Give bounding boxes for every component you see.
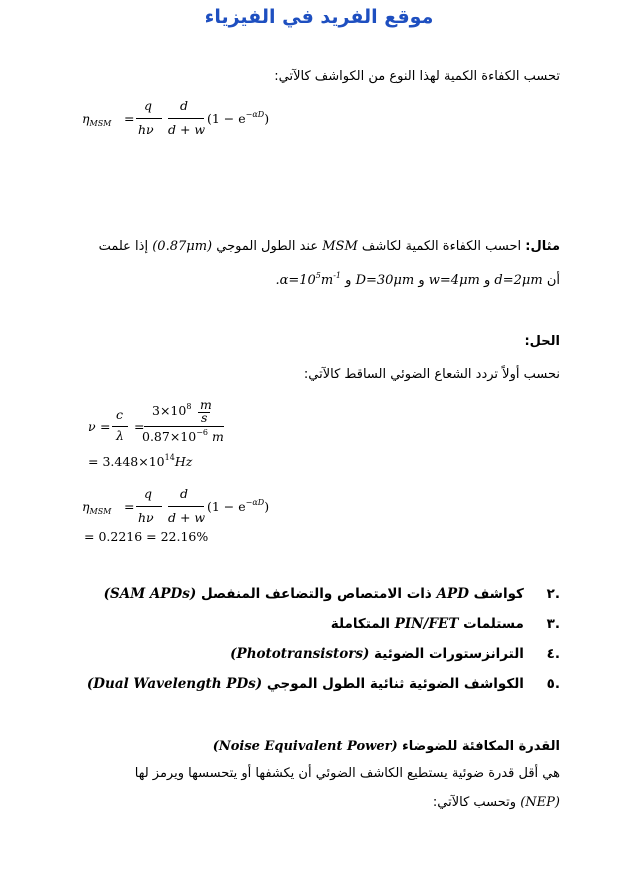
- wavelength-value: (0.87μm): [152, 239, 213, 254]
- d-value: d=2μm: [494, 273, 543, 288]
- example-text: احسب الكفاءة الكمية لكاشف: [361, 239, 522, 254]
- fraction-bar: [136, 118, 162, 119]
- example-text: إذا علمت: [98, 239, 149, 254]
- list-item-4: .٤ الترانزستورات الضوئية (Phototransistors): [230, 646, 560, 662]
- numerator-d: d: [180, 486, 189, 501]
- and-word: و: [484, 273, 491, 288]
- equals-sign: =: [124, 111, 135, 126]
- eta-subscript: MSM: [89, 119, 112, 128]
- msm-term: MSM: [322, 239, 358, 254]
- solution-label: الحل:: [524, 334, 560, 349]
- intro-text: تحسب الكفاءة الكمية لهذا النوع من الكواشف كالآتي:: [274, 69, 560, 84]
- exp-term: $(1 - e^{-\alpha D})$: [207, 110, 270, 126]
- alpha-value: $.\alpha=10^5m^{-1}$: [275, 271, 342, 288]
- example-text: أن: [546, 273, 560, 288]
- w-value: w=4μm: [428, 273, 480, 288]
- denominator-hnu: hν: [138, 510, 154, 525]
- qe-result-formula: [82, 485, 322, 555]
- c-symbol: c: [116, 407, 124, 422]
- example-text: عند الطول الموجي: [216, 239, 319, 254]
- and-word: و: [418, 273, 425, 288]
- list-item-3: .٣ مستلمات PIN/FET المتكاملة: [330, 616, 560, 632]
- m-unit: m: [200, 397, 212, 412]
- lambda-symbol: λ: [116, 428, 124, 443]
- equals-sign: =: [134, 419, 145, 434]
- frequency-formula: [84, 397, 324, 477]
- list-item-5: .٥ الكواشف الضوئية ثنائية الطول الموجي (Dual Wavelength PDs): [86, 676, 560, 692]
- nep-definition: هي أقل قدرة ضوئية يستطيع الكاشف الضوئي أن يكشفها أو يتحسسها ويرمز لها: [134, 766, 560, 781]
- and-word: و: [345, 273, 352, 288]
- equals-sign: =: [124, 499, 135, 514]
- eta-symbol: η: [82, 111, 90, 126]
- equals-sign: =: [100, 419, 111, 434]
- numerator-d: d: [180, 98, 189, 113]
- nep-formula-intro: (NEP) وتحسب كالآتي:: [432, 795, 560, 810]
- fraction-bar: [168, 118, 204, 119]
- denominator-dw: d + w: [168, 122, 206, 137]
- speed-of-light-value: $3\times 10^8$: [152, 402, 192, 418]
- example-line-2: [60, 271, 560, 292]
- solution-text: نحسب أولاً تردد الشعاع الضوئي الساقط كالآتي:: [303, 367, 560, 382]
- nep-heading: القدرة المكافئة للضوضاء (Noise Equivalent Power): [212, 739, 560, 754]
- denominator-dw: d + w: [168, 510, 206, 525]
- wavelength-value: $0.87\times 10^{-6}$ m: [142, 428, 224, 444]
- fraction-bar: [168, 506, 204, 507]
- list-item-2: .٢ كواشف APD ذات الامتصاص والتضاعف المنفصل (SAM APDs): [103, 586, 560, 602]
- qe-formula: [82, 96, 322, 146]
- numerator-q: q: [144, 486, 153, 501]
- fraction-bar: [144, 426, 224, 427]
- nu-symbol: ν: [88, 419, 96, 434]
- denominator-hnu: hν: [138, 122, 154, 137]
- example-label: مثال:: [525, 239, 560, 254]
- D-value: D=30μm: [355, 273, 415, 288]
- s-unit: s: [201, 410, 208, 425]
- eta-subscript: MSM: [89, 507, 112, 516]
- frequency-result: = $3.448\times 10^{14}Hz$: [88, 453, 193, 469]
- numerator-q: q: [144, 98, 153, 113]
- example-line-1: [60, 237, 560, 257]
- exp-term: $(1 - e^{-\alpha D})$: [207, 498, 270, 514]
- qe-result: = 0.2216 = 22.16%: [84, 529, 209, 544]
- fraction-bar: [136, 506, 162, 507]
- site-title: موقع الفريد في الفيزياء: [204, 6, 434, 28]
- eta-symbol: η: [82, 499, 90, 514]
- fraction-bar: [112, 426, 128, 427]
